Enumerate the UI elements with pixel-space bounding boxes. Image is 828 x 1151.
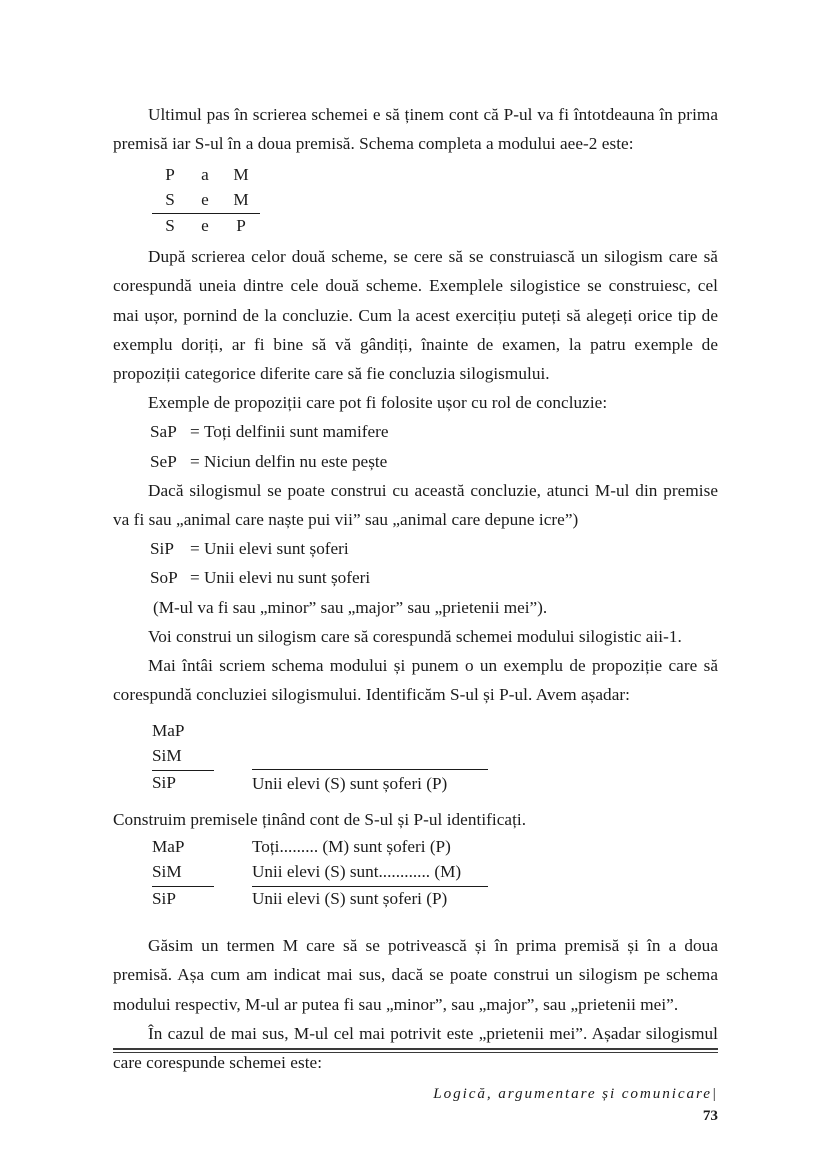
schema-cell-subject: P xyxy=(165,165,175,185)
proposition-symbol: SiP xyxy=(150,539,174,559)
proposition-symbol: SaP xyxy=(150,422,177,442)
schema-example-conclusion: Unii elevi (S) sunt șoferi (P) xyxy=(252,769,488,797)
paragraph-4: Dacă silogismul se poate construi cu această concluzie, atunci M-ul din premise va fi sau „animal care naște pui vii” sau „animal care depune icre”) xyxy=(113,480,718,530)
proposition-statement: Unii elevi nu sunt șoferi xyxy=(204,568,371,588)
schema-example-column xyxy=(252,835,488,911)
paragraph-9: În cazul de mai sus, M-ul cel mai potrivit este „prietenii mei”. Așadar silogismul care corespunde schemei este: xyxy=(113,1023,718,1073)
schema-aee2 xyxy=(113,158,718,242)
schema-cell-predicate: P xyxy=(222,213,260,238)
paragraph-6: Mai întâi scriem schema modului și punem o un exemplu de propoziție care să corespundă concluziei silogismului. Identificăm S-ul și P-ul. Avem așadar: xyxy=(113,656,718,705)
schema-mood-major: MaP xyxy=(152,837,185,857)
paragraph-8: Găsim un termen M care să se potrivească și în prima premisă și în a doua premisă. Așa cum am indicat mai sus, dacă se poate construi un silogism pe schema modului respectiv, M-ul ar putea fi sau „minor”, sau „major”, sau „prietenii mei”. xyxy=(113,936,718,1014)
schema-cell-quantifier: e xyxy=(201,190,209,209)
proposition-statement: Unii elevi sunt șoferi xyxy=(204,539,349,559)
schema-mood-column xyxy=(152,719,214,795)
proposition-symbol: SoP xyxy=(150,568,178,588)
proposition-equals: = xyxy=(190,422,200,442)
proposition-equals: = xyxy=(190,539,200,559)
schema-row-conclusion xyxy=(152,213,260,238)
footer-rule-thin xyxy=(113,1052,718,1053)
proposition-symbol: SeP xyxy=(150,451,177,471)
proposition-equals: = xyxy=(190,451,200,471)
proposition-statement: Toți delfinii sunt mamifere xyxy=(204,422,389,442)
footer-text xyxy=(113,1061,718,1149)
schema-aii1-full-columns xyxy=(152,835,718,911)
schema-cell-subject: S xyxy=(165,190,175,209)
schema-mood-major: MaP xyxy=(152,721,185,741)
proposition-statement: Niciun delfin nu este pește xyxy=(204,451,388,471)
proposition-line-sap xyxy=(113,417,718,446)
schema-mood-conclusion: SiP xyxy=(152,888,176,908)
paragraph-5: Voi construi un silogism care să corespundă schemei modului silogistic aii-1. xyxy=(148,626,682,646)
proposition-line-sep xyxy=(113,447,718,476)
page-footer xyxy=(113,1048,718,1149)
schema-cell-quantifier: e xyxy=(188,213,222,238)
middle-term-note: (M-ul va fi sau „minor” sau „major” sau „prietenii mei”). xyxy=(153,597,548,617)
spacer xyxy=(113,911,718,931)
schema-cell-predicate: M xyxy=(233,165,249,185)
schema-cell-subject: S xyxy=(152,213,188,238)
schema-mood-conclusion: SiP xyxy=(152,772,176,792)
schema-cell-quantifier: a xyxy=(201,165,209,185)
proposition-line-sip xyxy=(113,534,718,563)
proposition-equals: = xyxy=(190,568,200,588)
page-number: 73 xyxy=(702,1106,718,1124)
proposition-line-sop xyxy=(113,563,718,592)
paragraph-7: Construim premisele ținând cont de S-ul și P-ul identificați. xyxy=(113,810,527,830)
schema-row xyxy=(152,188,260,213)
schema-mood-minor: SiM xyxy=(152,744,214,771)
schema-example-conclusion: Unii elevi (S) sunt șoferi (P) xyxy=(252,888,448,908)
spacer xyxy=(113,796,718,805)
schema-aee2-grid xyxy=(152,163,260,238)
paragraph-1: Ultimul pas în scrierea schemei e să ținem cont că P-ul va fi întotdeauna în prima premisă iar S-ul în a doua premisă. Schema completa a modului aee-2 este: xyxy=(113,105,718,154)
footer-book-title: Logică, argumentare și comunicare| xyxy=(433,1084,718,1102)
schema-example-minor: Unii elevi (S) sunt............ (M) xyxy=(252,860,488,887)
schema-example-major: Toți......... (M) sunt șoferi (P) xyxy=(252,837,451,857)
schema-example-column xyxy=(252,719,488,796)
schema-aii1-full xyxy=(113,834,718,911)
schema-mood-column xyxy=(152,835,214,911)
footer-rule-thick xyxy=(113,1048,718,1050)
paragraph-3: Exemple de propoziții care pot fi folosite ușor cu rol de concluzie: xyxy=(148,393,608,413)
schema-mood-minor: SiM xyxy=(152,860,214,887)
paragraph-2: După scrierea celor două scheme, se cere să se construiască un silogism care să corespundă uneia dintre cele două scheme. Exemplele silogistice se construiesc, cel mai ușor, pornind de la concluzie. Cum la acest exercițiu puteți să alegeți orice tip de exemplu doriți, ar fi bine să vă gândiți, înainte de examen, la patru exemple de propoziții categorice diferite care să fie concluzia silogismului. xyxy=(113,247,718,383)
page-content xyxy=(113,100,718,1077)
schema-aii1-blank-columns xyxy=(152,719,718,796)
schema-row xyxy=(152,163,260,188)
schema-aii1-blank xyxy=(113,709,718,796)
schema-cell-predicate: M xyxy=(233,190,249,209)
